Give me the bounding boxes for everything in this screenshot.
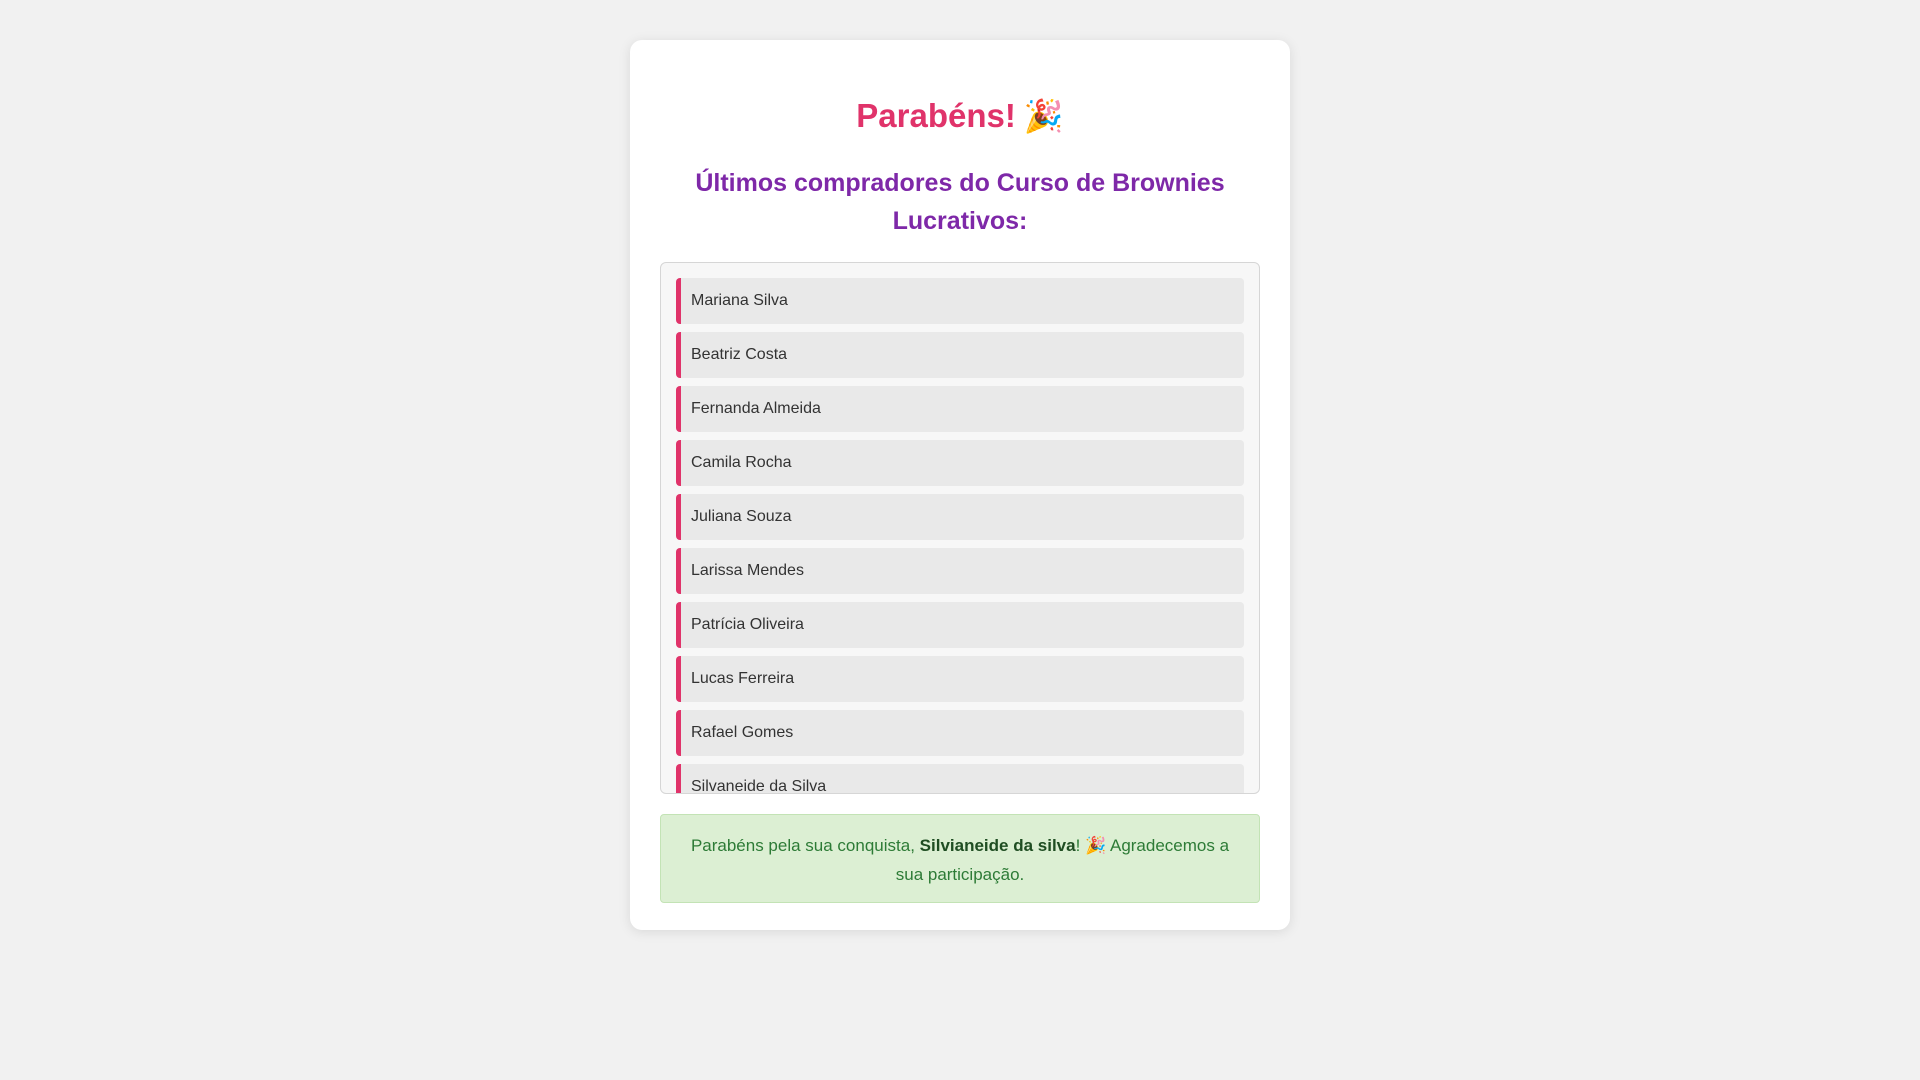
buyer-name: Rafael Gomes [691,724,794,741]
buyer-name: Silvaneide da Silva [691,778,827,794]
party-popper-icon: 🎉 [1023,98,1064,134]
message-suffix: ! 🎉 Agradecemos a sua participação. [895,836,1230,884]
buyer-name: Camila Rocha [691,454,792,471]
list-item [676,440,1244,486]
buyer-name: Beatriz Costa [691,346,788,363]
message-prefix: Parabéns pela sua conquista, [690,836,920,855]
page-title [660,96,1260,136]
buyer-name: Patrícia Oliveira [691,616,804,633]
list-item [676,710,1244,756]
buyer-name: Lucas Ferreira [691,670,795,687]
success-message [660,814,1260,903]
congrats-card [630,40,1290,930]
list-item [676,386,1244,432]
buyer-name: Mariana Silva [691,292,788,309]
list-item [676,764,1244,794]
buyer-name: Fernanda Almeida [691,400,821,417]
buyers-list[interactable] [660,262,1260,794]
buyers-subtitle: Últimos compradores do Curso de Brownies Lucrativos: [695,169,1225,235]
buyer-name: Juliana Souza [691,508,792,525]
list-item [676,332,1244,378]
buyer-highlight-name: Silvianeide da silva [919,836,1076,855]
buyer-name: Larissa Mendes [691,562,804,579]
list-item [676,548,1244,594]
list-item [676,494,1244,540]
list-item [676,278,1244,324]
list-item [676,656,1244,702]
list-item [676,602,1244,648]
title-text: Parabéns! [856,97,1016,134]
